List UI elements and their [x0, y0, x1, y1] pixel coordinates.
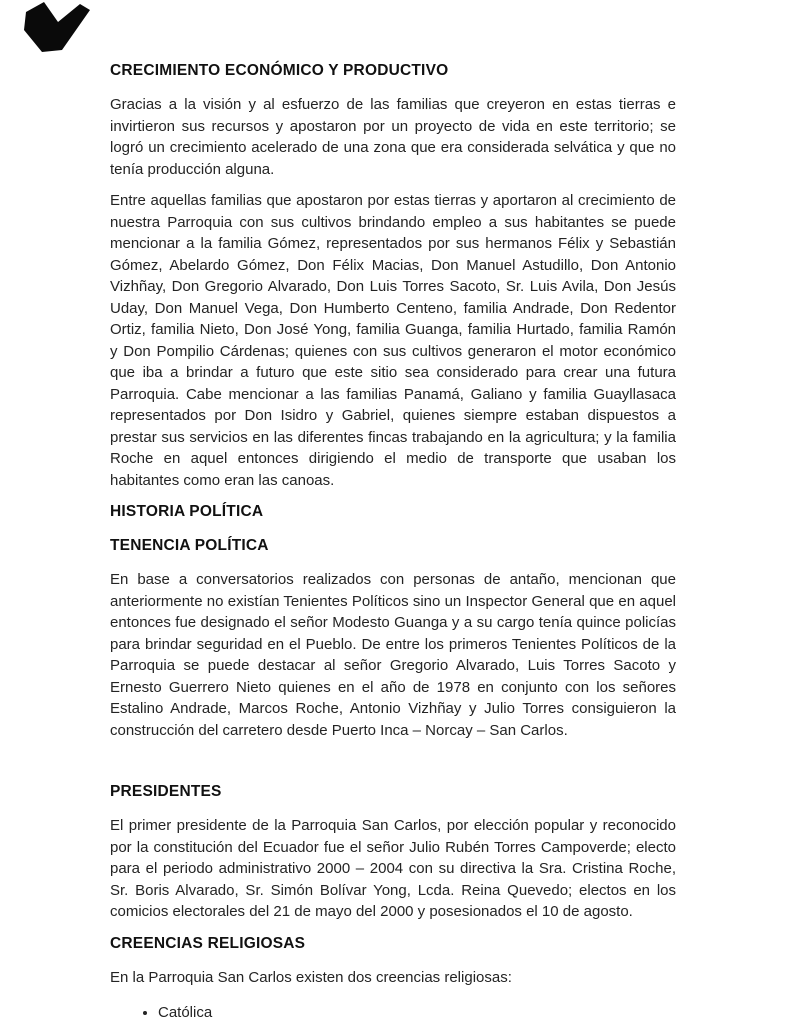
paragraph-crecimiento-2: Entre aquellas familias que apostaron por estas tierras y aportaron al crecimiento de nuestra Parroquia con sus cultivos brindando empleo a sus habitantes se puede mencionar a la familia Gómez, representados por sus hermanos Félix y Sebastián Gómez, Abelardo Gómez, Don Félix Macias, Don Manuel Astudillo, Don Antonio Vizhñay, Don Gregorio Alvarado, Don Luis Torres Sacoto, Sr. Luis Avila, Don Jesús Uday, Don Manuel Vega, Don Humberto Centeno, familia Andrade, Don Redentor Ortiz, familia Nieto, Don José Yong, familia Guanga, familia Hurtado, familia Ramón y Don Pompilio Cárdenas; quienes con sus cultivos generaron el motor económico que iba a brindar a futuro que este sitio sea considerado para crear una futura Parroquia. Cabe mencionar a las familias Panamá, Galiano y familia Guayllasaca representados por Don Isidro y Gabriel, quienes siempre estaban dispuestos a prestar sus servicios en las diferentes fincas trabajando en la agricultura; y la familia Roche en aquel entonces dirigiendo el medio de transporte que usaban los habitantes como eran las canoas.: [110, 192, 676, 489]
ink-mark-artifact: [18, 0, 98, 58]
section-heading-crecimiento: CRECIMIENTO ECONÓMICO Y PRODUCTIVO: [110, 62, 449, 79]
paragraph-crecimiento-1: Gracias a la visión y al esfuerzo de las familias que creyeron en estas tierras e invirtieron sus recursos y apostaron por un proyecto de vida en este territorio; se logró un crecimiento acelerado de una zona que era considerada selvática y que no tenía producción alguna.: [110, 96, 676, 178]
religion-bullet-list: [110, 1002, 676, 1023]
document-content: [110, 60, 676, 1023]
paragraph-tenencia-politica: En base a conversatorios realizados con personas de antaño, mencionan que anteriormente no existían Tenientes Políticos sino un Inspector General que en aquel entonces fue designado el señor Modesto Guanga y a su cargo tenía quince policías para brindar seguridad en el Pueblo. De entre los primeros Tenientes Políticos de la Parroquia se puede destacar al señor Gregorio Alvarado, Luis Torres Sacoto y Ernesto Guerrero Nieto quienes en el año de 1978 en conjunto con los señores Estalino Andrade, Marcos Roche, Antonio Vizhñay y Julio Torres consiguieron la construcción del carretero desde Puerto Inca – Norcay – San Carlos.: [110, 571, 676, 739]
paragraph-creencias-religiosas: En la Parroquia San Carlos existen dos creencias religiosas:: [110, 968, 512, 986]
section-heading-tenencia-politica: TENENCIA POLÍTICA: [110, 537, 269, 554]
paragraph-presidentes: El primer presidente de la Parroquia San Carlos, por elección popular y reconocido por la constitución del Ecuador fue el señor Julio Rubén Torres Campoverde; electo para el periodo administrativo 2000 – 2004 con su directiva la Sra. Cristina Roche, Sr. Boris Alvarado, Sr. Simón Bolívar Yong, Lcda. Reina Quevedo; electos en los comicios electorales del 21 de mayo del 2000 y posesionados el 10 de agosto.: [110, 817, 676, 920]
section-heading-historia-politica: HISTORIA POLÍTICA: [110, 503, 264, 520]
section-heading-presidentes: PRESIDENTES: [110, 783, 222, 800]
list-item-catolica: • Católica: [158, 1002, 676, 1023]
section-heading-creencias-religiosas: CREENCIAS RELIGIOSAS: [110, 934, 306, 952]
